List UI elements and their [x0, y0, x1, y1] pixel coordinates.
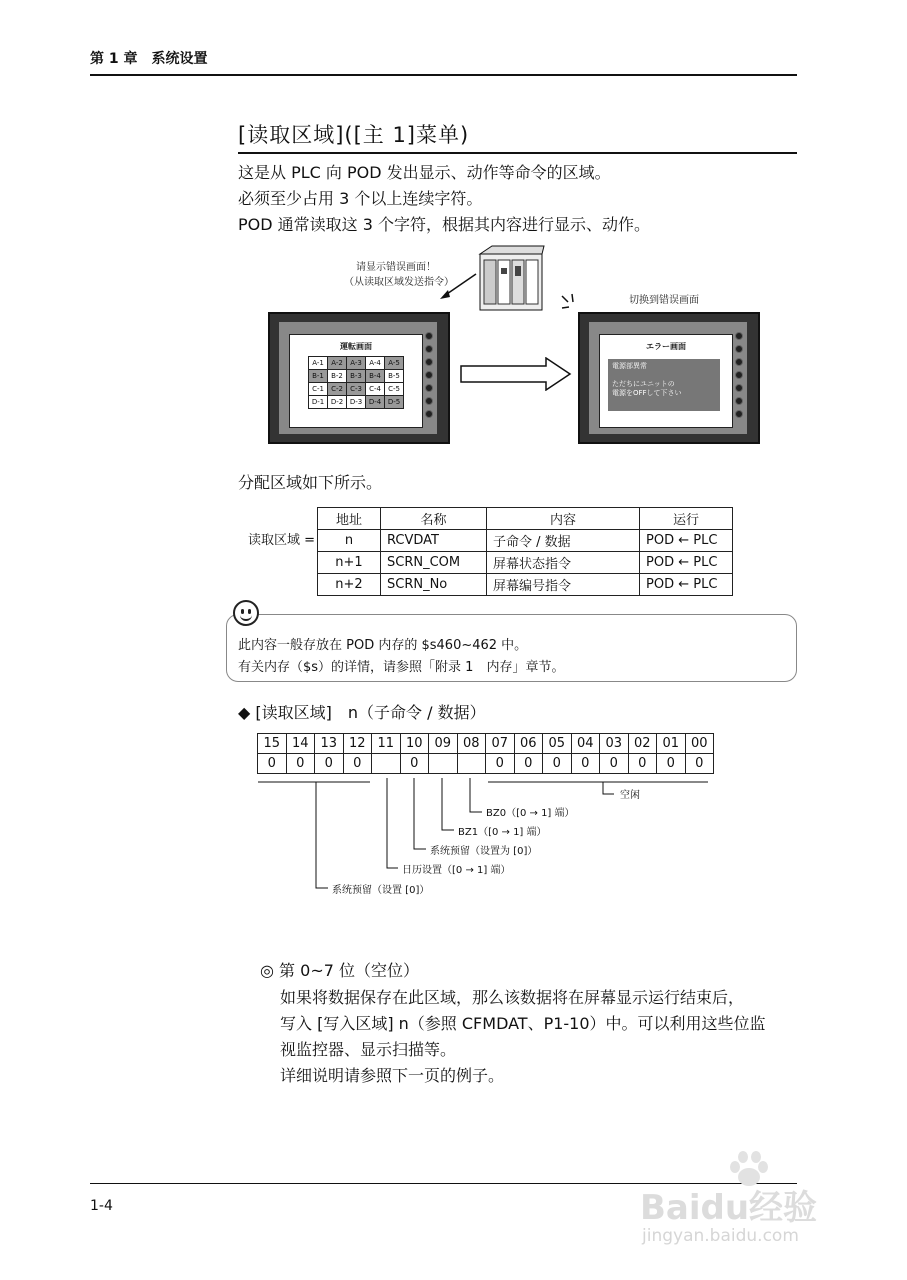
bit-table: [257, 733, 714, 774]
bits07-heading: ◎ 第 0~7 位（空位）: [260, 961, 419, 980]
bit-number: 09: [429, 734, 458, 754]
page-number: 1-4: [90, 1198, 113, 1214]
bit-number: 15: [258, 734, 287, 754]
section-label: 系统设置: [151, 51, 208, 67]
switch-caption: 切换到错误画面: [629, 295, 699, 306]
bit-value: 0: [286, 754, 315, 774]
bits07-line-1: 如果将数据保存在此区域，那么该数据将在屏幕显示运行结束后，: [280, 988, 745, 1007]
bit-value: 0: [258, 754, 287, 774]
label-bz1: BZ1（[0 → 1] 端）: [458, 827, 547, 838]
grid-cell: A-3: [347, 357, 366, 370]
panel-bezel: [279, 322, 437, 434]
bit-number: 03: [600, 734, 629, 754]
watermark-brand: Baidu经验: [640, 1188, 818, 1228]
section-title: [读取区域]([主 1]菜单): [238, 123, 470, 147]
header-rule: [90, 74, 797, 76]
grid-cell: C-5: [385, 383, 404, 396]
side-buttons: [735, 332, 743, 423]
cell-address: n+2: [318, 574, 381, 596]
grid-cell: A-2: [328, 357, 347, 370]
label-bz0: BZ0（[0 → 1] 端）: [486, 808, 575, 819]
intro-line-3: POD 通常读取这 3 个字符，根据其内容进行显示、动作。: [238, 215, 651, 234]
switch-arrow-icon: [460, 357, 572, 391]
grid-cell: B-3: [347, 370, 366, 383]
bit-value: 0: [486, 754, 515, 774]
grid-cell: A-5: [385, 357, 404, 370]
cell-name: RCVDAT: [381, 530, 487, 552]
screen-grid: [308, 356, 404, 409]
bit-value: 0: [657, 754, 686, 774]
table-row: [318, 530, 733, 552]
cell-content: 子命令 / 数据: [487, 530, 640, 552]
bit-value: [429, 754, 458, 774]
cell-content: 屏幕编号指令: [487, 574, 640, 596]
col-header: 运行: [640, 508, 733, 530]
grid-cell: A-4: [366, 357, 385, 370]
pod-panel-error: [578, 312, 760, 444]
watermark: [640, 1150, 840, 1260]
bit-value: [457, 754, 486, 774]
cell-address: n: [318, 530, 381, 552]
bits07-line-2: 写入 [写入区域] n（参照 CFMDAT、P1-10）中。可以利用这些位监: [280, 1014, 766, 1033]
intro-line-1: 这是从 PLC 向 POD 发出显示、动作等命令的区域。: [238, 163, 611, 182]
bit-number: 13: [315, 734, 344, 754]
bit-value: 0: [514, 754, 543, 774]
bits07-line-4: 详细说明请参照下一页的例子。: [280, 1066, 505, 1085]
error-line-1: 電源部異常: [612, 362, 647, 370]
assignment-table: [317, 507, 733, 596]
table-row: [318, 574, 733, 596]
bit-number: 14: [286, 734, 315, 754]
label-empty: 空闲: [620, 790, 640, 801]
watermark-url: jingyan.baidu.com: [642, 1226, 799, 1246]
cell-address: n+1: [318, 552, 381, 574]
bit-value: 0: [685, 754, 714, 774]
bit-number: 04: [571, 734, 600, 754]
note-line-2: 有关内存（$s）的详情，请参照「附录 1 内存」章节。: [238, 660, 565, 675]
cell-name: SCRN_COM: [381, 552, 487, 574]
bit-number: 11: [372, 734, 401, 754]
grid-cell: B-4: [366, 370, 385, 383]
bit-number: 08: [457, 734, 486, 754]
side-buttons: [425, 332, 433, 423]
grid-cell: D-3: [347, 396, 366, 409]
grid-cell: A-1: [309, 357, 328, 370]
bit-number: 06: [514, 734, 543, 754]
alert-marks-icon: [560, 292, 582, 312]
bit-number: 07: [486, 734, 515, 754]
bit-value: 0: [628, 754, 657, 774]
cell-direction: POD ← PLC: [640, 552, 733, 574]
grid-cell: C-4: [366, 383, 385, 396]
label-calendar: 日历设置（[0 → 1] 端）: [402, 865, 511, 876]
screen-title: 運転画面: [340, 342, 372, 351]
bit-number: 02: [628, 734, 657, 754]
panel-bezel: [589, 322, 747, 434]
chapter-header: [90, 48, 208, 68]
title-rule: [238, 152, 797, 154]
error-screen: [599, 334, 733, 428]
error-message-box: [608, 359, 720, 411]
bit-value: 0: [543, 754, 572, 774]
bits07-line-3: 视监控器、显示扫描等。: [280, 1040, 457, 1059]
grid-cell: D-2: [328, 396, 347, 409]
bit-value: 0: [315, 754, 344, 774]
note-line-1: 此内容一般存放在 POD 内存的 $s460~462 中。: [238, 638, 528, 653]
bit-value-row: [258, 754, 714, 774]
bit-number: 05: [543, 734, 572, 754]
col-header: 地址: [318, 508, 381, 530]
pod-panel-normal: [268, 312, 450, 444]
bit-number: 10: [400, 734, 429, 754]
grid-cell: C-1: [309, 383, 328, 396]
table-header-row: [318, 508, 733, 530]
table-row: [318, 552, 733, 574]
cell-direction: POD ← PLC: [640, 574, 733, 596]
intro-line-2: 必须至少占用 3 个以上连续字符。: [238, 189, 483, 208]
chapter-label: 第 1 章: [90, 51, 138, 67]
smiley-icon: [233, 600, 259, 626]
grid-cell: B-5: [385, 370, 404, 383]
grid-cell: C-3: [347, 383, 366, 396]
bit-value: 0: [343, 754, 372, 774]
bit-number: 01: [657, 734, 686, 754]
col-header: 名称: [381, 508, 487, 530]
error-line-2: ただちにユニットの: [612, 379, 675, 388]
bit-value: 0: [600, 754, 629, 774]
cell-direction: POD ← PLC: [640, 530, 733, 552]
bit-number-row: [258, 734, 714, 754]
cell-content: 屏幕状态指令: [487, 552, 640, 574]
callout-line-2: （从读取区域发送指令）: [344, 277, 454, 288]
grid-cell: B-1: [309, 370, 328, 383]
bit-value: 0: [571, 754, 600, 774]
bit-number: 00: [685, 734, 714, 754]
grid-cell: B-2: [328, 370, 347, 383]
bit-value: [372, 754, 401, 774]
error-line-3: 電源をOFFして下さい: [612, 388, 682, 397]
grid-cell: D-4: [366, 396, 385, 409]
grid-cell: D-1: [309, 396, 328, 409]
assign-intro: 分配区域如下所示。: [238, 473, 383, 492]
screen-title: エラー画面: [646, 342, 686, 351]
grid-cell: D-5: [385, 396, 404, 409]
callout-line-1: 请显示错误画面！: [356, 262, 436, 273]
plc-unit-icon: [436, 244, 546, 316]
col-header: 内容: [487, 508, 640, 530]
assign-label: 读取区域 =: [248, 533, 316, 548]
label-reserved-high: 系统预留（设置 [0]）: [332, 885, 430, 896]
bit-number: 12: [343, 734, 372, 754]
operation-screen: [289, 334, 423, 428]
grid-cell: C-2: [328, 383, 347, 396]
cell-name: SCRN_No: [381, 574, 487, 596]
bit-value: 0: [400, 754, 429, 774]
bits-title: ◆ [读取区域] n（子命令 / 数据）: [238, 703, 486, 722]
label-reserved-set0: 系统预留（设置为 [0]）: [430, 846, 538, 857]
